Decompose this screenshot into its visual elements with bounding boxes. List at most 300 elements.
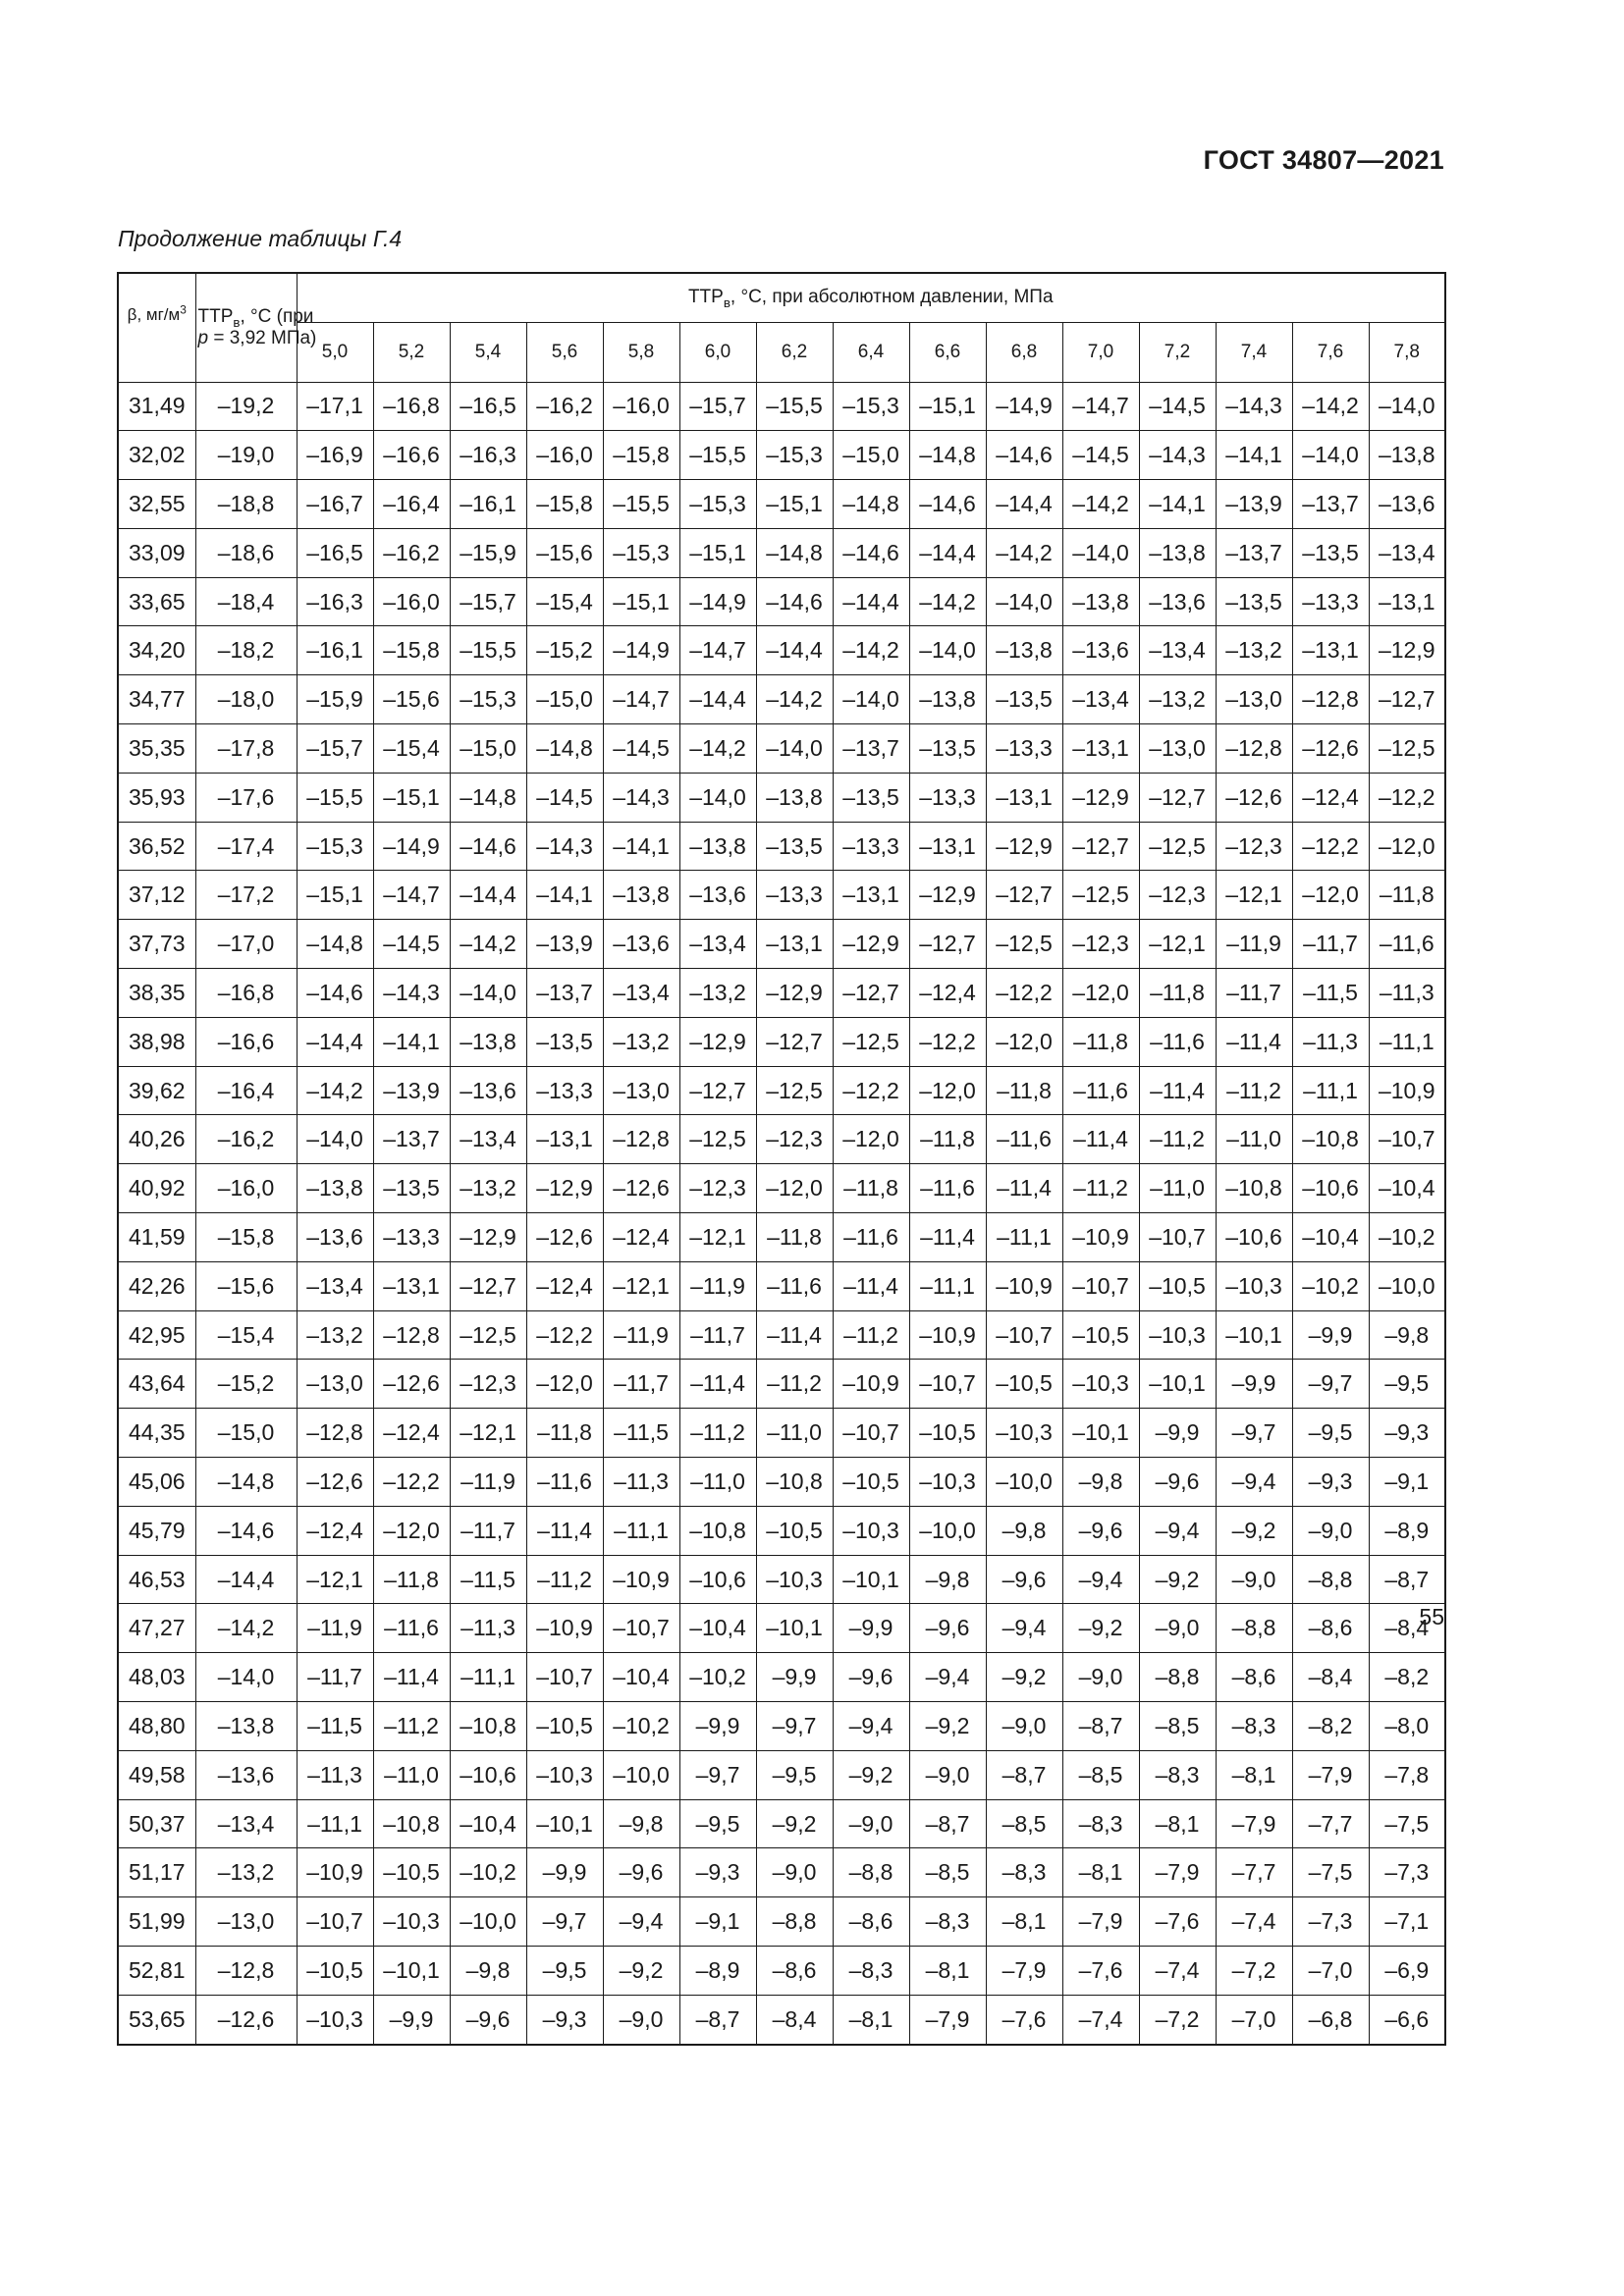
cell-ttr: –12,9 [679, 1017, 756, 1066]
cell-ttr: –11,8 [756, 1213, 833, 1262]
cell-ttr: –13,7 [1292, 480, 1369, 529]
cell-ttr: –7,6 [1062, 1947, 1139, 1996]
cell-ttr: –14,7 [679, 626, 756, 675]
cell-beta: 51,99 [118, 1897, 195, 1947]
cell-ttr: –13,8 [1139, 528, 1216, 577]
cell-ttr: –12,3 [679, 1164, 756, 1213]
cell-ttr: –14,0 [986, 577, 1062, 626]
cell-ttr: –11,1 [297, 1799, 373, 1848]
cell-ttr: –15,8 [526, 480, 603, 529]
cell-base-ttr: –12,8 [195, 1947, 297, 1996]
cell-ttr: –9,2 [1139, 1555, 1216, 1604]
cell-beta: 31,49 [118, 382, 195, 431]
cell-ttr: –7,9 [1216, 1799, 1292, 1848]
cell-ttr: –14,2 [1062, 480, 1139, 529]
cell-ttr: –8,8 [1216, 1604, 1292, 1653]
cell-ttr: –13,6 [297, 1213, 373, 1262]
cell-ttr: –13,6 [603, 920, 679, 969]
header-row-group [118, 273, 1445, 322]
cell-ttr: –11,6 [373, 1604, 450, 1653]
cell-ttr: –12,5 [1369, 724, 1445, 774]
cell-ttr: –15,1 [909, 382, 986, 431]
cell-ttr: –12,0 [986, 1017, 1062, 1066]
table-header [118, 273, 1445, 382]
cell-ttr: –11,1 [450, 1653, 526, 1702]
cell-ttr: –6,9 [1369, 1947, 1445, 1996]
cell-ttr: –11,8 [1062, 1017, 1139, 1066]
cell-ttr: –16,0 [603, 382, 679, 431]
base-pressure-value: = 3,92 МПа) [208, 327, 317, 348]
cell-ttr: –11,7 [603, 1360, 679, 1409]
cell-ttr: –7,3 [1292, 1897, 1369, 1947]
cell-ttr: –9,6 [833, 1653, 909, 1702]
cell-ttr: –14,6 [450, 822, 526, 871]
cell-base-ttr: –13,8 [195, 1702, 297, 1751]
cell-ttr: –11,6 [909, 1164, 986, 1213]
cell-ttr: –13,8 [756, 773, 833, 822]
cell-ttr: –9,1 [679, 1897, 756, 1947]
table-row [118, 773, 1445, 822]
cell-ttr: –11,4 [526, 1506, 603, 1555]
cell-ttr: –11,6 [526, 1458, 603, 1507]
cell-ttr: –9,7 [526, 1897, 603, 1947]
cell-ttr: –11,0 [756, 1409, 833, 1458]
cell-ttr: –13,9 [373, 1066, 450, 1115]
header-pressure: 7,4 [1216, 322, 1292, 382]
cell-ttr: –14,4 [297, 1017, 373, 1066]
cell-ttr: –8,1 [833, 1995, 909, 2044]
cell-beta: 34,20 [118, 626, 195, 675]
cell-ttr: –8,4 [1369, 1604, 1445, 1653]
cell-ttr: –9,4 [1139, 1506, 1216, 1555]
cell-ttr: –14,2 [833, 626, 909, 675]
cell-ttr: –10,8 [1216, 1164, 1292, 1213]
cell-ttr: –15,5 [679, 431, 756, 480]
cell-ttr: –15,1 [297, 871, 373, 920]
cell-ttr: –12,5 [986, 920, 1062, 969]
cell-ttr: –16,4 [373, 480, 450, 529]
cell-ttr: –10,0 [1369, 1261, 1445, 1310]
cell-base-ttr: –17,4 [195, 822, 297, 871]
header-row-pressures [118, 322, 1445, 382]
table-row [118, 1848, 1445, 1897]
cell-ttr: –12,0 [756, 1164, 833, 1213]
cell-ttr: –8,2 [1369, 1653, 1445, 1702]
table-row [118, 382, 1445, 431]
group-ttr-text: , °С, при абсолютном давлении, МПа [730, 287, 1054, 308]
cell-base-ttr: –18,0 [195, 675, 297, 724]
cell-ttr: –10,3 [833, 1506, 909, 1555]
cell-ttr: –13,7 [526, 969, 603, 1018]
cell-ttr: –12,2 [373, 1458, 450, 1507]
cell-ttr: –13,8 [679, 822, 756, 871]
table-row [118, 1261, 1445, 1310]
cell-ttr: –12,4 [1292, 773, 1369, 822]
cell-ttr: –10,3 [909, 1458, 986, 1507]
cell-ttr: –15,3 [450, 675, 526, 724]
header-pressure: 6,8 [986, 322, 1062, 382]
header-pressure: 7,6 [1292, 322, 1369, 382]
cell-ttr: –9,1 [1369, 1458, 1445, 1507]
cell-ttr: –13,7 [833, 724, 909, 774]
cell-ttr: –12,3 [1062, 920, 1139, 969]
page-number: 55 [1419, 1604, 1444, 1629]
cell-ttr: –11,4 [986, 1164, 1062, 1213]
cell-beta: 45,06 [118, 1458, 195, 1507]
cell-ttr: –14,0 [450, 969, 526, 1018]
cell-ttr: –10,8 [756, 1458, 833, 1507]
cell-ttr: –16,6 [373, 431, 450, 480]
cell-ttr: –12,1 [1216, 871, 1292, 920]
cell-ttr: –10,7 [297, 1897, 373, 1947]
cell-ttr: –8,3 [1139, 1750, 1216, 1799]
table-row [118, 1017, 1445, 1066]
cell-ttr: –11,3 [1292, 1017, 1369, 1066]
cell-ttr: –13,2 [1216, 626, 1292, 675]
cell-beta: 35,93 [118, 773, 195, 822]
cell-ttr: –13,8 [1369, 431, 1445, 480]
cell-ttr: –14,4 [756, 626, 833, 675]
group-ttr-sub: в [723, 295, 731, 311]
cell-ttr: –13,9 [526, 920, 603, 969]
cell-ttr: –9,2 [1062, 1604, 1139, 1653]
cell-ttr: –14,8 [450, 773, 526, 822]
cell-ttr: –10,9 [603, 1555, 679, 1604]
cell-ttr: –9,5 [756, 1750, 833, 1799]
cell-ttr: –12,9 [1369, 626, 1445, 675]
cell-ttr: –8,3 [833, 1947, 909, 1996]
cell-ttr: –13,7 [373, 1115, 450, 1164]
cell-ttr: –9,2 [833, 1750, 909, 1799]
cell-base-ttr: –15,2 [195, 1360, 297, 1409]
cell-ttr: –12,8 [1216, 724, 1292, 774]
cell-ttr: –13,8 [297, 1164, 373, 1213]
table-caption: Продолжение таблицы Г.4 [118, 226, 403, 251]
beta-unit: , мг/м [136, 305, 181, 324]
cell-ttr: –16,2 [373, 528, 450, 577]
cell-ttr: –15,1 [603, 577, 679, 626]
table-row [118, 1164, 1445, 1213]
cell-ttr: –11,6 [986, 1115, 1062, 1164]
cell-ttr: –14,1 [1216, 431, 1292, 480]
cell-ttr: –15,1 [679, 528, 756, 577]
cell-beta: 43,64 [118, 1360, 195, 1409]
cell-ttr: –15,6 [373, 675, 450, 724]
base-pressure-symbol: p [197, 327, 209, 348]
cell-ttr: –10,1 [756, 1604, 833, 1653]
cell-ttr: –15,5 [297, 773, 373, 822]
cell-ttr: –13,5 [1292, 528, 1369, 577]
cell-ttr: –14,2 [756, 675, 833, 724]
header-pressure: 5,0 [297, 322, 373, 382]
cell-base-ttr: –13,4 [195, 1799, 297, 1848]
cell-ttr: –13,4 [603, 969, 679, 1018]
header-pressure: 6,6 [909, 322, 986, 382]
cell-ttr: –13,2 [1139, 675, 1216, 724]
cell-ttr: –14,6 [986, 431, 1062, 480]
cell-ttr: –9,3 [1369, 1409, 1445, 1458]
cell-ttr: –13,2 [450, 1164, 526, 1213]
cell-ttr: –16,0 [373, 577, 450, 626]
beta-symbol: β [127, 305, 137, 324]
cell-beta: 42,26 [118, 1261, 195, 1310]
cell-ttr: –13,8 [1062, 577, 1139, 626]
cell-ttr: –8,7 [986, 1750, 1062, 1799]
cell-ttr: –11,0 [1216, 1115, 1292, 1164]
cell-beta: 38,98 [118, 1017, 195, 1066]
cell-ttr: –11,2 [833, 1310, 909, 1360]
cell-ttr: –12,7 [986, 871, 1062, 920]
cell-ttr: –12,6 [526, 1213, 603, 1262]
cell-ttr: –12,8 [1292, 675, 1369, 724]
cell-ttr: –10,3 [1139, 1310, 1216, 1360]
table-row [118, 480, 1445, 529]
cell-ttr: –16,8 [373, 382, 450, 431]
cell-ttr: –9,9 [833, 1604, 909, 1653]
cell-ttr: –12,6 [373, 1360, 450, 1409]
cell-base-ttr: –19,0 [195, 431, 297, 480]
cell-ttr: –16,1 [297, 626, 373, 675]
cell-ttr: –8,5 [1139, 1702, 1216, 1751]
cell-ttr: –11,4 [679, 1360, 756, 1409]
cell-ttr: –15,9 [450, 528, 526, 577]
cell-ttr: –15,1 [756, 480, 833, 529]
cell-ttr: –14,6 [756, 577, 833, 626]
cell-ttr: –12,9 [986, 822, 1062, 871]
cell-ttr: –12,0 [909, 1066, 986, 1115]
table-row [118, 1066, 1445, 1115]
cell-ttr: –9,8 [1369, 1310, 1445, 1360]
cell-ttr: –9,4 [986, 1604, 1062, 1653]
table-row [118, 626, 1445, 675]
cell-base-ttr: –18,6 [195, 528, 297, 577]
cell-ttr: –14,9 [679, 577, 756, 626]
cell-ttr: –14,5 [1062, 431, 1139, 480]
cell-ttr: –13,1 [756, 920, 833, 969]
cell-beta: 47,27 [118, 1604, 195, 1653]
cell-ttr: –9,5 [1292, 1409, 1369, 1458]
cell-ttr: –13,0 [1139, 724, 1216, 774]
cell-ttr: –12,6 [603, 1164, 679, 1213]
header-group-ttr [297, 273, 1445, 322]
cell-ttr: –6,8 [1292, 1995, 1369, 2044]
cell-beta: 38,35 [118, 969, 195, 1018]
cell-ttr: –10,7 [909, 1360, 986, 1409]
cell-ttr: –10,8 [450, 1702, 526, 1751]
cell-beta: 48,80 [118, 1702, 195, 1751]
table-row [118, 431, 1445, 480]
cell-beta: 40,92 [118, 1164, 195, 1213]
cell-ttr: –14,0 [756, 724, 833, 774]
cell-ttr: –10,7 [526, 1653, 603, 1702]
cell-ttr: –10,0 [909, 1506, 986, 1555]
cell-base-ttr: –15,4 [195, 1310, 297, 1360]
table-row [118, 871, 1445, 920]
cell-ttr: –14,4 [909, 528, 986, 577]
cell-base-ttr: –14,4 [195, 1555, 297, 1604]
cell-ttr: –12,0 [1369, 822, 1445, 871]
cell-base-ttr: –16,6 [195, 1017, 297, 1066]
cell-ttr: –14,4 [450, 871, 526, 920]
cell-beta: 41,59 [118, 1213, 195, 1262]
cell-ttr: –9,9 [1216, 1360, 1292, 1409]
cell-ttr: –11,4 [373, 1653, 450, 1702]
cell-ttr: –9,8 [1062, 1458, 1139, 1507]
cell-ttr: –12,9 [1062, 773, 1139, 822]
cell-ttr: –9,8 [450, 1947, 526, 1996]
cell-ttr: –9,8 [909, 1555, 986, 1604]
header-pressure: 6,2 [756, 322, 833, 382]
cell-ttr: –9,6 [450, 1995, 526, 2044]
cell-ttr: –16,1 [450, 480, 526, 529]
cell-ttr: –13,8 [603, 871, 679, 920]
cell-ttr: –7,3 [1369, 1848, 1445, 1897]
header-pressure: 6,4 [833, 322, 909, 382]
cell-ttr: –12,7 [756, 1017, 833, 1066]
cell-ttr: –12,3 [450, 1360, 526, 1409]
cell-beta: 39,62 [118, 1066, 195, 1115]
cell-ttr: –9,9 [1292, 1310, 1369, 1360]
cell-ttr: –8,8 [833, 1848, 909, 1897]
cell-ttr: –9,7 [1216, 1409, 1292, 1458]
cell-ttr: –8,4 [756, 1995, 833, 2044]
cell-ttr: –13,3 [909, 773, 986, 822]
cell-ttr: –11,8 [526, 1409, 603, 1458]
cell-ttr: –7,7 [1216, 1848, 1292, 1897]
cell-ttr: –16,3 [450, 431, 526, 480]
cell-base-ttr: –13,6 [195, 1750, 297, 1799]
cell-ttr: –10,6 [450, 1750, 526, 1799]
cell-ttr: –14,4 [986, 480, 1062, 529]
cell-ttr: –13,8 [986, 626, 1062, 675]
cell-ttr: –16,5 [450, 382, 526, 431]
cell-ttr: –10,9 [297, 1848, 373, 1897]
cell-ttr: –10,9 [1062, 1213, 1139, 1262]
cell-ttr: –14,2 [450, 920, 526, 969]
cell-ttr: –8,6 [756, 1947, 833, 1996]
cell-ttr: –11,8 [909, 1115, 986, 1164]
cell-ttr: –15,0 [526, 675, 603, 724]
cell-ttr: –9,3 [679, 1848, 756, 1897]
cell-ttr: –7,9 [1292, 1750, 1369, 1799]
cell-ttr: –12,0 [833, 1115, 909, 1164]
cell-base-ttr: –15,8 [195, 1213, 297, 1262]
cell-ttr: –7,0 [1292, 1947, 1369, 1996]
cell-ttr: –8,6 [1216, 1653, 1292, 1702]
cell-ttr: –10,7 [986, 1310, 1062, 1360]
cell-ttr: –10,3 [1216, 1261, 1292, 1310]
cell-ttr: –16,5 [297, 528, 373, 577]
cell-base-ttr: –16,8 [195, 969, 297, 1018]
document-id: ГОСТ 34807—2021 [1203, 145, 1444, 175]
cell-ttr: –9,6 [1062, 1506, 1139, 1555]
cell-ttr: –10,8 [373, 1799, 450, 1848]
cell-ttr: –8,6 [833, 1897, 909, 1947]
table-row [118, 1213, 1445, 1262]
cell-ttr: –10,3 [373, 1897, 450, 1947]
cell-ttr: –13,3 [1292, 577, 1369, 626]
table-body [118, 382, 1445, 2045]
cell-ttr: –14,0 [1369, 382, 1445, 431]
cell-beta: 42,95 [118, 1310, 195, 1360]
cell-ttr: –15,6 [526, 528, 603, 577]
cell-base-ttr: –14,2 [195, 1604, 297, 1653]
cell-ttr: –9,2 [603, 1947, 679, 1996]
cell-ttr: –13,5 [373, 1164, 450, 1213]
header-pressure: 5,2 [373, 322, 450, 382]
cell-ttr: –11,1 [1369, 1017, 1445, 1066]
cell-ttr: –10,7 [1062, 1261, 1139, 1310]
cell-ttr: –9,4 [603, 1897, 679, 1947]
cell-ttr: –13,1 [1369, 577, 1445, 626]
cell-ttr: –14,3 [603, 773, 679, 822]
cell-ttr: –13,6 [450, 1066, 526, 1115]
cell-ttr: –12,9 [526, 1164, 603, 1213]
cell-ttr: –7,4 [1216, 1897, 1292, 1947]
cell-ttr: –9,0 [909, 1750, 986, 1799]
cell-ttr: –10,1 [1139, 1360, 1216, 1409]
cell-ttr: –11,2 [526, 1555, 603, 1604]
cell-ttr: –9,6 [909, 1604, 986, 1653]
cell-base-ttr: –18,8 [195, 480, 297, 529]
table-row [118, 1310, 1445, 1360]
cell-ttr: –13,4 [1062, 675, 1139, 724]
table-row [118, 1555, 1445, 1604]
cell-beta: 46,53 [118, 1555, 195, 1604]
cell-ttr: –8,3 [1216, 1702, 1292, 1751]
cell-ttr: –12,3 [756, 1115, 833, 1164]
cell-ttr: –16,3 [297, 577, 373, 626]
cell-ttr: –11,9 [297, 1604, 373, 1653]
cell-ttr: –12,1 [297, 1555, 373, 1604]
cell-ttr: –12,7 [1062, 822, 1139, 871]
cell-ttr: –13,4 [450, 1115, 526, 1164]
cell-ttr: –12,5 [1062, 871, 1139, 920]
cell-ttr: –14,8 [526, 724, 603, 774]
cell-ttr: –13,3 [756, 871, 833, 920]
cell-ttr: –14,6 [909, 480, 986, 529]
cell-ttr: –12,0 [526, 1360, 603, 1409]
cell-ttr: –13,2 [603, 1017, 679, 1066]
cell-ttr: –10,9 [1369, 1066, 1445, 1115]
cell-ttr: –9,8 [986, 1506, 1062, 1555]
cell-ttr: –14,2 [297, 1066, 373, 1115]
cell-ttr: –13,2 [297, 1310, 373, 1360]
cell-beta: 34,77 [118, 675, 195, 724]
cell-ttr: –10,5 [373, 1848, 450, 1897]
cell-ttr: –9,3 [526, 1995, 603, 2044]
cell-ttr: –7,5 [1292, 1848, 1369, 1897]
cell-ttr: –7,9 [909, 1995, 986, 2044]
cell-ttr: –11,7 [679, 1310, 756, 1360]
cell-ttr: –11,2 [756, 1360, 833, 1409]
base-ttr-sub: в [233, 314, 241, 330]
cell-ttr: –9,0 [833, 1799, 909, 1848]
cell-ttr: –9,4 [833, 1702, 909, 1751]
cell-ttr: –11,3 [603, 1458, 679, 1507]
header-base-ttr [195, 273, 317, 382]
cell-ttr: –12,4 [909, 969, 986, 1018]
cell-ttr: –13,0 [297, 1360, 373, 1409]
cell-ttr: –14,1 [373, 1017, 450, 1066]
cell-ttr: –10,3 [297, 1995, 373, 2044]
cell-ttr: –13,1 [526, 1115, 603, 1164]
cell-ttr: –13,5 [986, 675, 1062, 724]
cell-ttr: –11,6 [1062, 1066, 1139, 1115]
cell-ttr: –8,8 [1292, 1555, 1369, 1604]
cell-ttr: –8,5 [909, 1848, 986, 1897]
cell-ttr: –14,4 [679, 675, 756, 724]
